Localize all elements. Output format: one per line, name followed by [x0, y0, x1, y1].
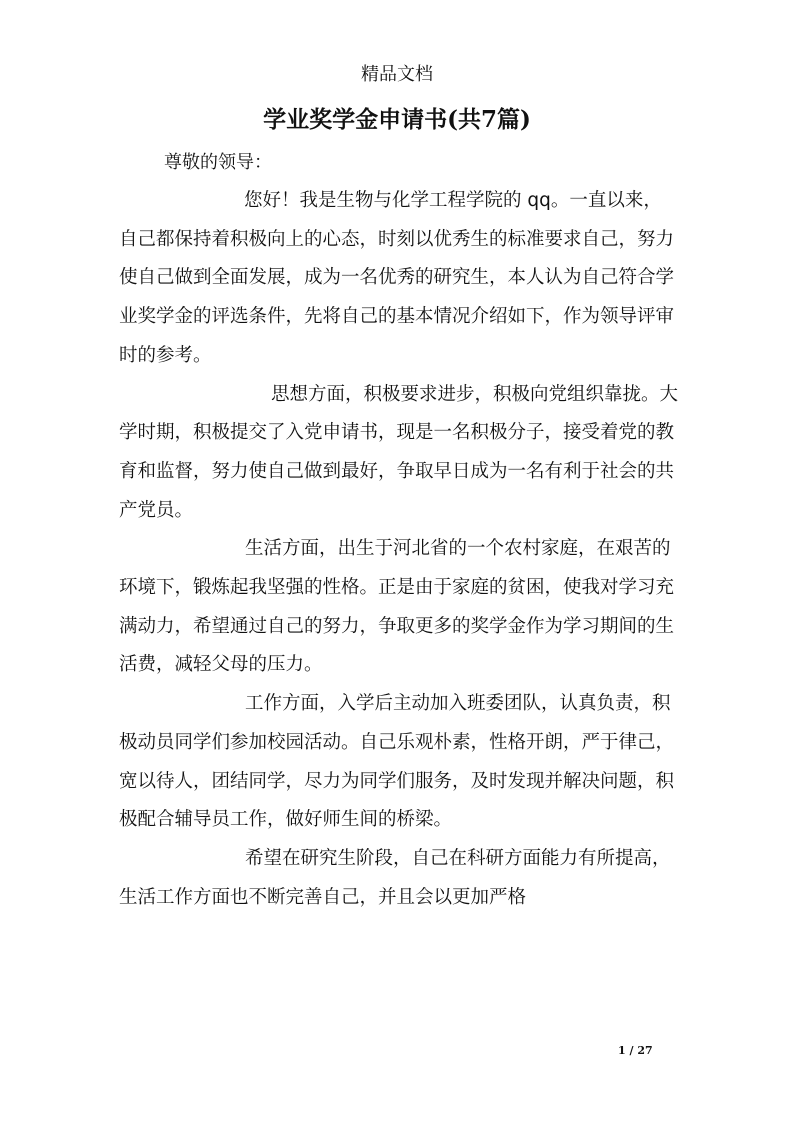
page-number: 1 / 27 [618, 1044, 653, 1057]
document-body [119, 182, 679, 917]
paragraph-life: 生活方面，出生于河北省的一个农村家庭，在艰苦的环境下，锻炼起我坚强的性格。正是由于家庭的贫困，使我对学习充满动力，希望通过自己的努力，争取更多的奖学金作为学习期间的生活费，减轻父母的压力。 [119, 538, 675, 676]
document-title: 学业奖学金申请书(共7篇) [263, 106, 531, 133]
paragraph-ideology: 思想方面，积极要求进步，积极向党组织靠拢。大学时期，积极提交了入党申请书，现是一名积极分子，接受着党的教育和监督，努力使自己做到最好，争取早日成为一名有利于社会的共产党员。 [119, 383, 679, 521]
paragraph-work: 工作方面，入学后主动加入班委团队，认真负责，积极动员同学们参加校园活动。自己乐观朴素，性格开朗，严于律己，宽以待人，团结同学，尽力为同学们服务，及时发现并解决问题，积极配合辅导员工作，做好师生间的桥梁。 [119, 693, 675, 831]
document-header: 精品文档 [361, 64, 433, 85]
paragraph-intro: 您好！我是生物与化学工程学院的 qq。一直以来，自己都保持着积极向上的心态，时刻以优秀生的标准要求自己，努力使自己做到全面发展，成为一名优秀的研究生，本人认为自己符合学业奖学金的评选条件，先将自己的基本情况介绍如下，作为领导评审时的参考。 [119, 190, 675, 366]
salutation: 尊敬的领导： [164, 152, 272, 173]
paragraph-hope: 希望在研究生阶段，自己在科研方面能力有所提高，生活工作方面也不断完善自己，并且会以更加严格 [119, 847, 671, 908]
